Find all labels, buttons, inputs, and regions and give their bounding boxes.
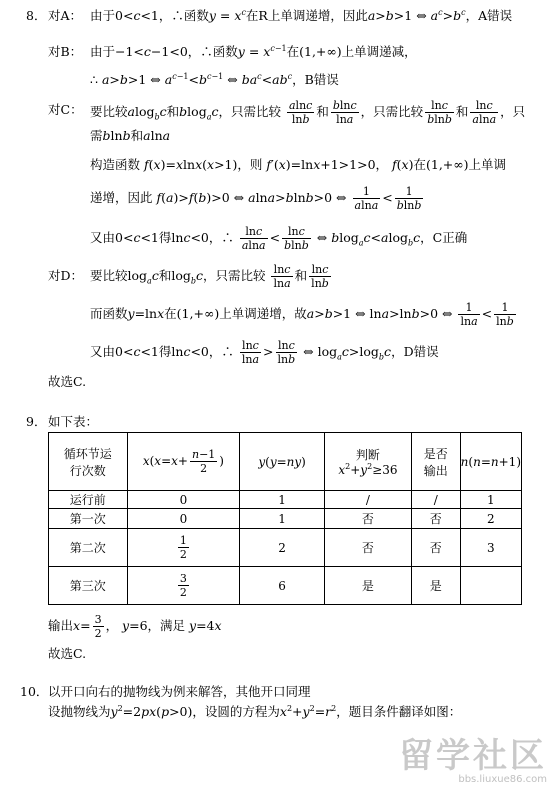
q9-intro: 如下表： bbox=[48, 414, 99, 429]
q8-b-label: 对B： bbox=[48, 44, 83, 59]
table-cell-fraction: $\frac{3}{2}$ bbox=[127, 567, 240, 605]
q8-c-line4: 递增，因此 f(a)>f(b)>0 ⇔ alna>blnb>0 ⇔ $\frac{1}{alna}$ < $\frac{1}{blnb}$ bbox=[90, 185, 422, 212]
table-cell: 否 bbox=[325, 529, 412, 567]
header-n: n(n=n+1) bbox=[460, 433, 521, 491]
q9-number: 9． bbox=[26, 414, 47, 429]
q8-a-label: 对A： bbox=[48, 8, 83, 23]
table-cell: 1 bbox=[240, 491, 325, 509]
q8-c-label: 对C： bbox=[48, 102, 83, 117]
watermark bbox=[399, 738, 547, 785]
q8-a-text: 由于0<c<1，∴函数$y = x^c$在R上单调递增，因此a>b>1 ⇔ $a^c>b^c$，A错误 bbox=[90, 7, 513, 23]
q8-c-line5: 又由0<c<1得lnc<0，∴ $\frac{\ln c}{alna}$ < $\frac{\ln c}{blnb}$ ⇔ blog$_a$c<alog$_b$c，C正确 bbox=[90, 225, 468, 252]
q9-answer: 故选C. bbox=[48, 646, 87, 661]
table-cell: 否 bbox=[325, 509, 412, 529]
table-cell: / bbox=[411, 491, 460, 509]
loop-table bbox=[48, 432, 522, 605]
table-cell: 是 bbox=[411, 567, 460, 605]
table-cell: 1 bbox=[460, 491, 521, 509]
table-header-row bbox=[49, 433, 522, 491]
table-cell: 是 bbox=[325, 567, 412, 605]
q10-number: 10． bbox=[20, 684, 49, 699]
q8-d-line2: 而函数y=lnx在(1,+∞)上单调递增，故a>b>1 ⇔ lna>lnb>0 ⇔ $\frac{1}{\ln a}$ < $\frac{1}{\ln b}$ bbox=[90, 301, 514, 328]
header-x: x(x=x+ $\frac{n-1}{2}$ ) bbox=[127, 433, 240, 491]
header-judge: 判断 $x^2+y^2\ge 36$ bbox=[325, 433, 412, 491]
q8-d-line1: 要比较$\log_ac$和$\log_bc$，只需比较 $\frac{\ln c}{\ln a}$ 和 $\frac{\ln c}{\ln b}$ bbox=[90, 263, 329, 290]
table-cell: 运行前 bbox=[49, 491, 128, 509]
q8-answer: 故选C. bbox=[48, 374, 87, 389]
header-y: y(y=ny) bbox=[240, 433, 325, 491]
table-cell: 1 bbox=[240, 509, 325, 529]
watermark-logo: 留学社区 bbox=[399, 736, 547, 776]
table-cell bbox=[460, 567, 521, 605]
table-cell: 否 bbox=[411, 509, 460, 529]
q8-c-line3: 构造函数 f(x)=xlnx(x>1)，则 f′(x)=lnx+1>1>0， f(x)在(1,+∞)上单调 bbox=[90, 157, 507, 172]
q8-d-label: 对D： bbox=[48, 268, 84, 283]
watermark-url: bbs.liuxue86.com bbox=[458, 774, 547, 785]
q10-line2: 设抛物线为$y^2=2px(p>0)$，设圆的方程为$x^2+y^2=r^2$，题目条件翻译如图： bbox=[48, 703, 462, 719]
q8-d-line3: 又由0<c<1得lnc<0，∴ $\frac{\ln c}{\ln a}$ > $\frac{\ln c}{\ln b}$ ⇔ $\log_ac>\log_bc$，D错误 bbox=[90, 339, 439, 366]
q9-output: 输出x= $\frac{3}{2}$ ， y=6，满足 y=4x bbox=[48, 613, 222, 640]
table-cell: 2 bbox=[240, 529, 325, 567]
table-row bbox=[49, 567, 522, 605]
table-cell: 第三次 bbox=[49, 567, 128, 605]
q8-c-line2: 需blnb和alna bbox=[90, 128, 171, 143]
q8-c-line1: 要比较alog$_b$c和blog$_a$c，只需比较 $\frac{alnc}{\ln b}$ 和 $\frac{blnc}{\ln a}$ ，只需比较 $\frac{\ln c}{blnb}$ 和 $\frac{\ln c}{alna}$ ，只 bbox=[90, 99, 526, 126]
table-row bbox=[49, 491, 522, 509]
q8-number: 8． bbox=[26, 8, 47, 23]
q8-b-line2: ∴ a>b>1 ⇔ $a^{c-1}<b^{c-1}$ ⇔ $ba^c<ab^c$，B错误 bbox=[90, 71, 339, 87]
q8-b-line1: 由于−1<c−1<0，∴函数$y = x^{c-1}$在(1,+∞)上单调递减， bbox=[90, 43, 417, 59]
table-cell: 否 bbox=[411, 529, 460, 567]
table-cell: 3 bbox=[460, 529, 521, 567]
table-cell: 第一次 bbox=[49, 509, 128, 529]
table-cell: / bbox=[325, 491, 412, 509]
q10-line1: 以开口向右的抛物线为例来解答，其他开口同理 bbox=[48, 684, 311, 699]
header-loop-count: 循环节运 行次数 bbox=[49, 433, 128, 491]
table-cell: 6 bbox=[240, 567, 325, 605]
table-cell: 2 bbox=[460, 509, 521, 529]
table-cell: 第二次 bbox=[49, 529, 128, 567]
table-row bbox=[49, 529, 522, 567]
header-output: 是否 输出 bbox=[411, 433, 460, 491]
table-cell-fraction: $\frac{1}{2}$ bbox=[127, 529, 240, 567]
table-cell: 0 bbox=[127, 509, 240, 529]
table-cell: 0 bbox=[127, 491, 240, 509]
table-row bbox=[49, 509, 522, 529]
